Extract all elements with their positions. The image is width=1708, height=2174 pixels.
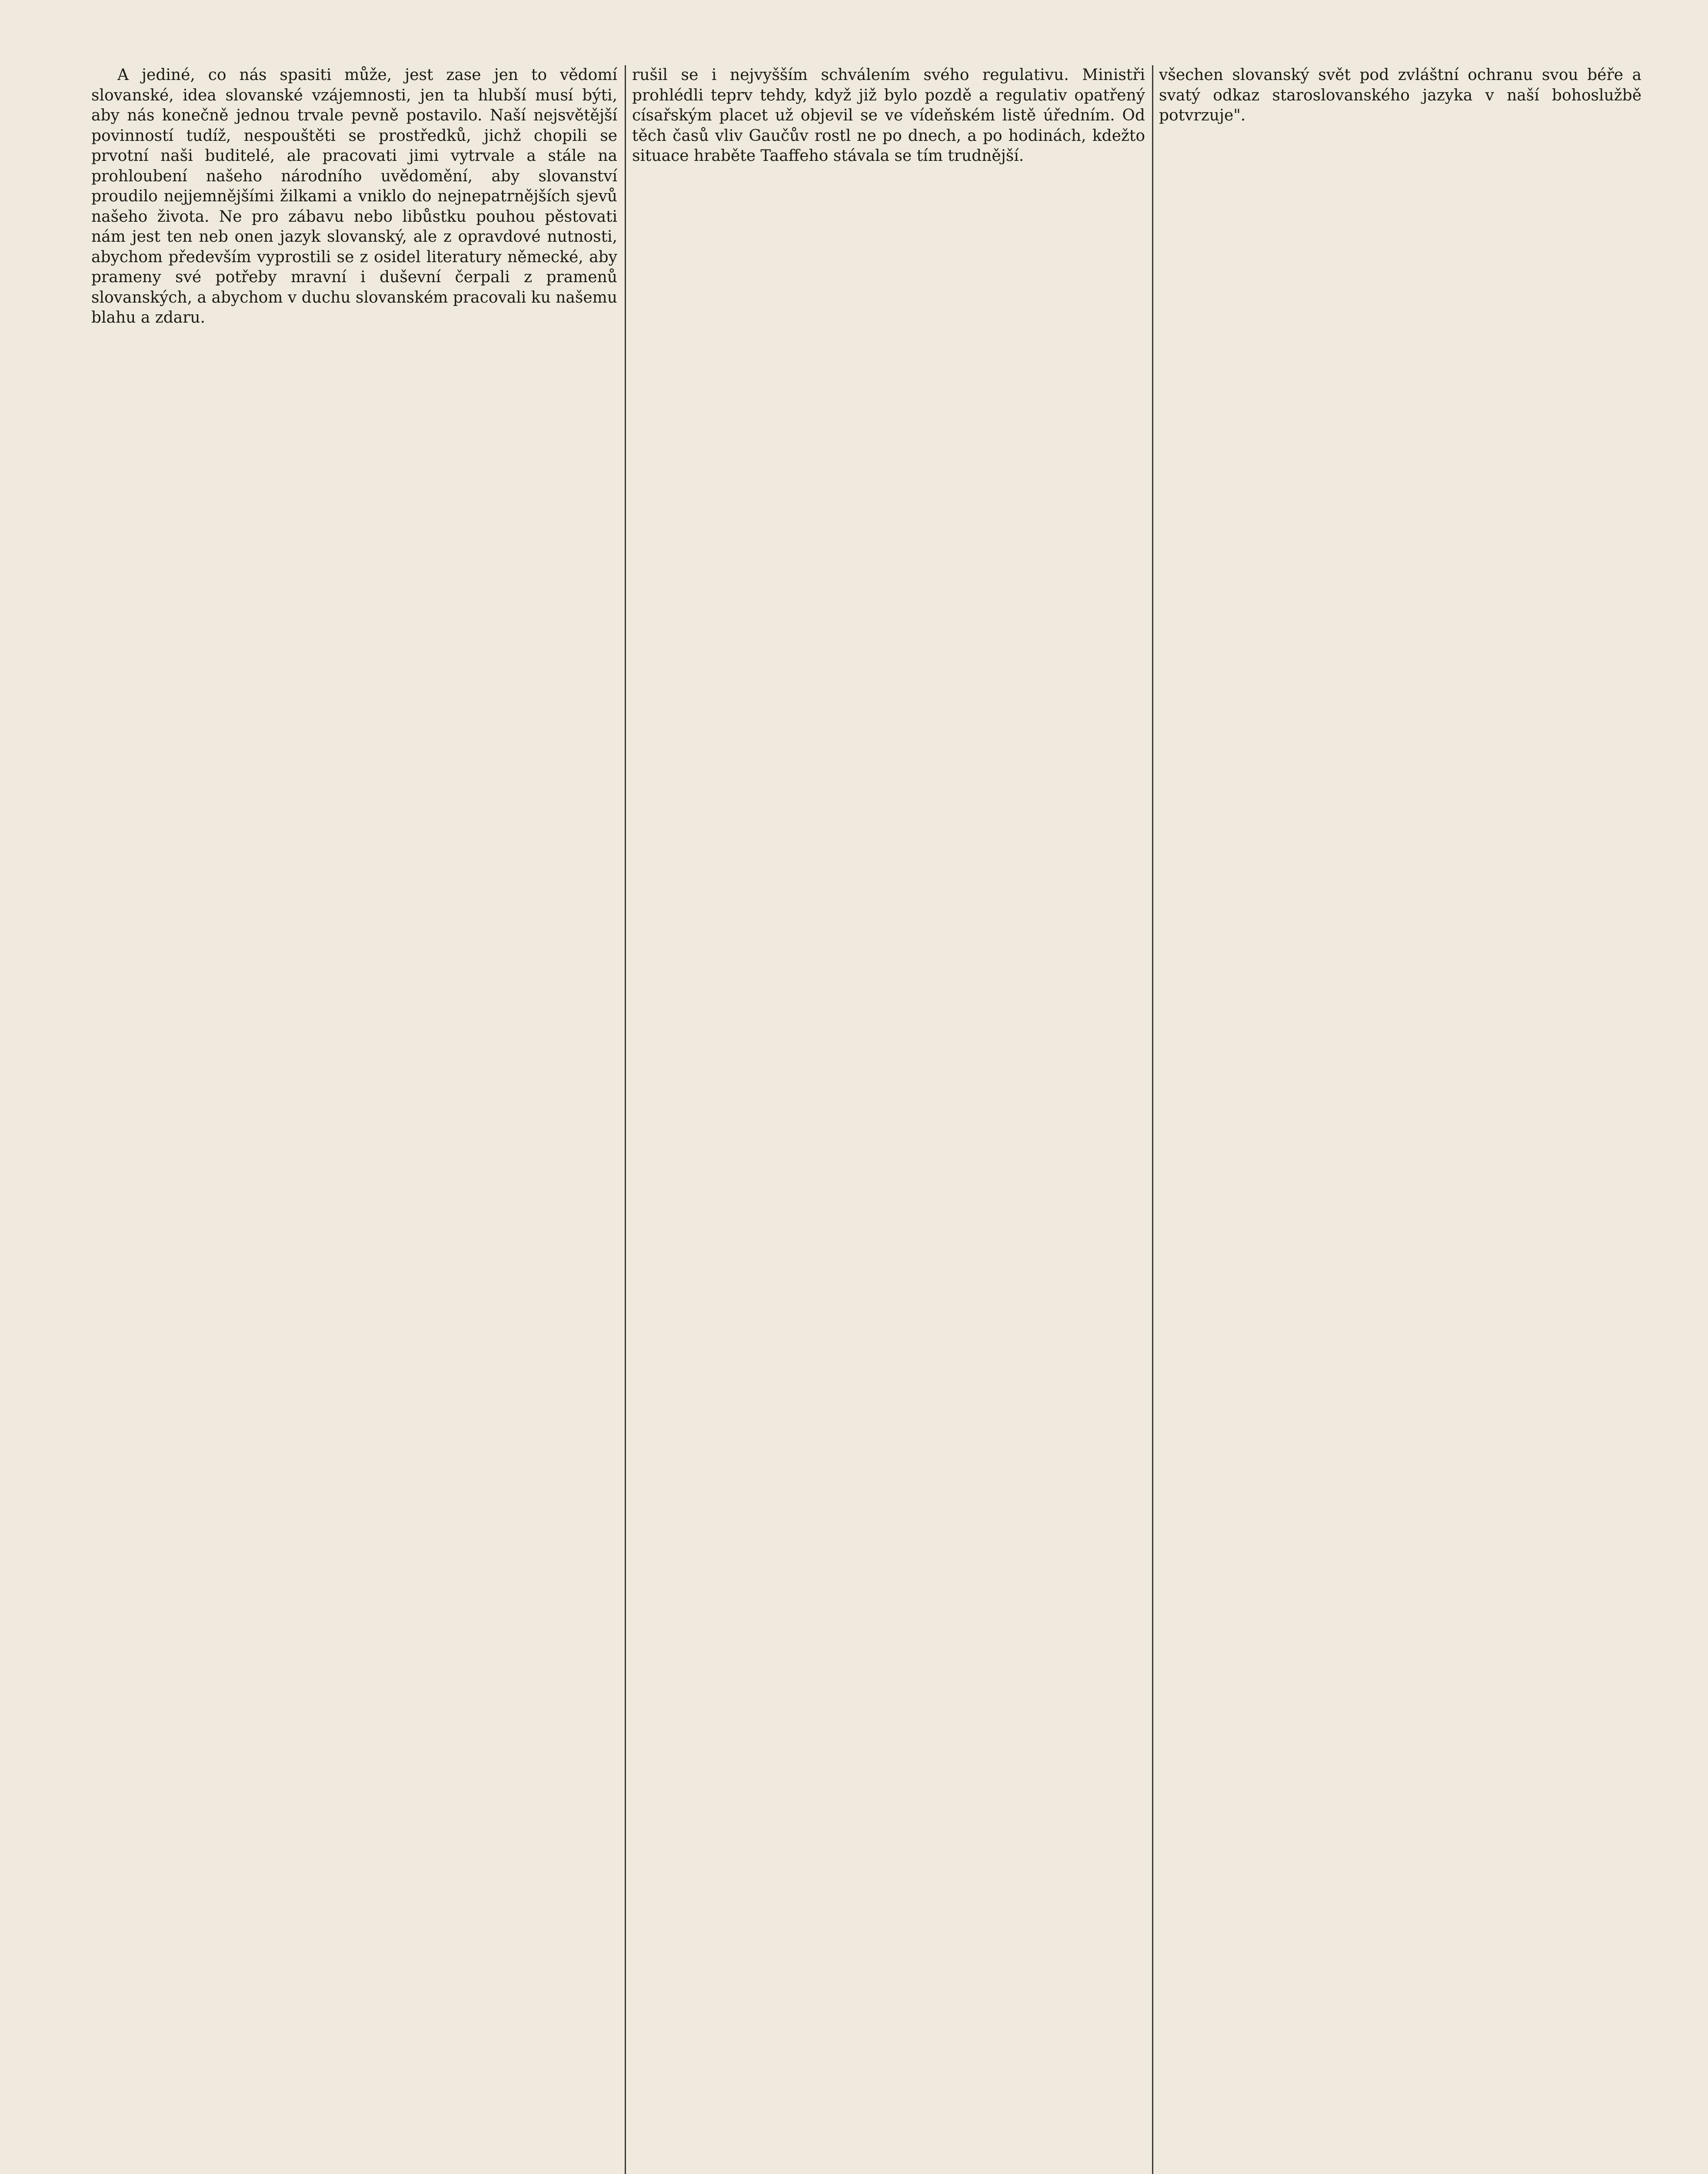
column-rule	[1152, 65, 1153, 2174]
column-right	[1159, 65, 1641, 2174]
paragraph: všechen slovanský svět pod zvláštní ochranu svou béře a svatý odkaz staroslovanského jazyka v naší bohoslužbě potvrzuje".	[1159, 66, 1641, 124]
paragraph: rušil se i nejvyšším schválením svého regulativu. Ministři prohlédli teprv tehdy, když již bylo pozdě a regulativ opatřený císařským placet už objevil se ve vídeňském listě úředním. Od těch časů vliv Gaučův rostl ne po dnech, a po hodinách, kdežto situace hraběte Taaffeho stávala se tím trudnější.	[632, 66, 1145, 165]
paragraph: A jediné, co nás spasiti může, jest zase jen to vědomí slovanské, idea slovanské vzájemnosti, jen ta hlubší musí býti, aby nás konečně jednou trvale pevně postavilo. Naší nejsvětější povinností tudíž, nespouštěti se prostředků, jichž chopili se prvotní naši buditelé, ale pracovati jimi vytrvale a stále na prohloubení našeho národního uvědomění, aby slovanství proudilo nejjemnějšími žilkami a vniklo do nejnepatrnějších sjevů našeho života. Ne pro zábavu nebo libůstku pouhou pěstovati nám jest ten neb onen jazyk slovanský, ale z opravdové nutnosti, abychom především vyprostili se z osidel literatury německé, aby prameny své potřeby mravní i duševní čerpali z pramenů slovanských, a abychom v duchu slovanském pracovali ku našemu blahu a zdaru.	[91, 66, 617, 327]
column-middle	[632, 65, 1145, 2174]
column-left	[91, 65, 617, 2174]
column-rule	[625, 65, 626, 2174]
